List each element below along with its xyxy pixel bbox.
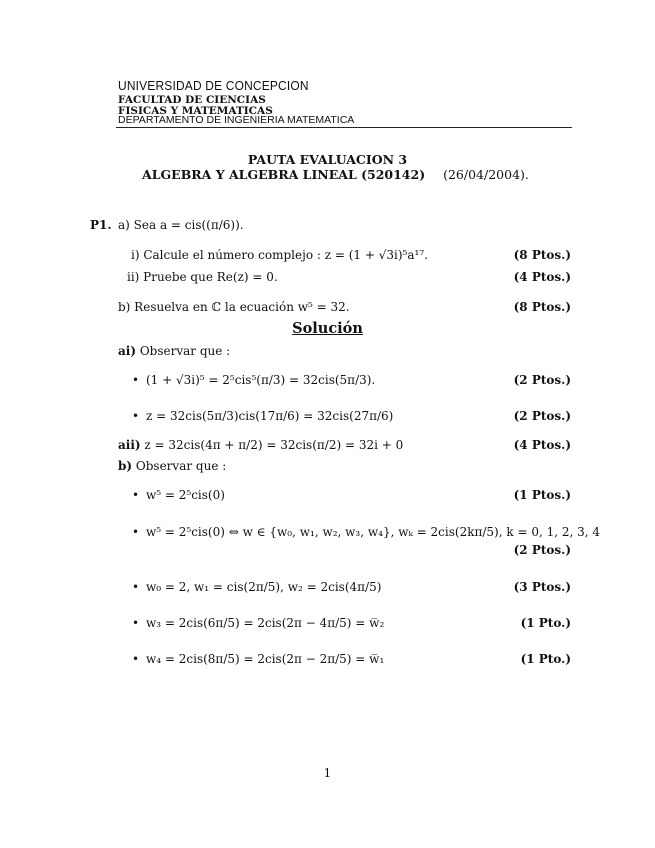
bullet-marker: • <box>132 373 140 387</box>
exam-title: PAUTA EVALUACION 3 <box>247 152 408 167</box>
solution-aii-text: z = 32cis(4π + π/2) = 32cis(π/2) = 32i + 0 <box>144 438 404 452</box>
faculty-line-1: FACULTAD DE CIENCIAS <box>118 94 266 106</box>
points-b-5: (1 Pto.) <box>520 652 571 666</box>
points-ai-1: (2 Ptos.) <box>513 373 571 387</box>
problem-part-b: b) Resuelva en ℂ la ecuación w⁵ = 32. <box>118 300 350 314</box>
points-b-4: (1 Pto.) <box>520 616 571 630</box>
bullet-marker: • <box>132 525 140 539</box>
solution-heading: Solución <box>292 320 363 337</box>
header-rule <box>116 127 572 128</box>
solution-b-bullet-5: w₄ = 2cis(8π/5) = 2cis(2π − 2π/5) = w̅₁ <box>146 652 385 666</box>
solution-ai-bullet-2: z = 32cis(5π/3)cis(17π/6) = 32cis(27π/6) <box>146 409 394 423</box>
solution-b-text: Observar que : <box>135 459 227 473</box>
solution-b-label: b) <box>118 459 133 473</box>
bullet-marker: • <box>132 580 140 594</box>
problem-part-a: a) Sea a = cis((π/6)). <box>118 218 244 232</box>
department-name: DEPARTAMENTO DE INGENIERIA MATEMATICA <box>118 114 355 126</box>
exam-date: (26/04/2004). <box>443 167 529 182</box>
solution-ai-row <box>118 344 230 358</box>
points-ai-2: (2 Ptos.) <box>513 409 571 423</box>
solution-aii-row <box>118 438 403 452</box>
course-title-row <box>142 167 529 182</box>
solution-b-bullet-4: w₃ = 2cis(6π/5) = 2cis(2π − 4π/5) = w̅₂ <box>146 616 385 630</box>
course-title: ALGEBRA Y ALGEBRA LINEAL (520142) <box>142 167 426 182</box>
points-a-ii: (4 Ptos.) <box>513 270 571 284</box>
problem-part-a-ii: ii) Pruebe que Re(z) = 0. <box>127 270 278 284</box>
points-b-1: (1 Ptos.) <box>513 488 571 502</box>
solution-ai-label: ai) <box>118 344 137 358</box>
bullet-marker: • <box>132 616 140 630</box>
points-aii: (4 Ptos.) <box>513 438 571 452</box>
points-b: (8 Ptos.) <box>513 300 571 314</box>
solution-b-row <box>118 459 226 473</box>
solution-b-bullet-2: w⁵ = 2⁵cis(0) ⇔ w ∈ {w₀, w₁, w₂, w₃, w₄}, wₖ = 2cis(2kπ/5), k = 0, 1, 2, 3, 4 <box>146 525 601 539</box>
faculty-line-2: FISICAS Y MATEMATICAS <box>118 105 273 117</box>
points-b-2: (2 Ptos.) <box>513 543 571 557</box>
problem-part-a-i: i) Calcule el número complejo : z = (1 + √3i)⁵a¹⁷. <box>131 248 428 262</box>
bullet-marker: • <box>132 488 140 502</box>
solution-aii-label: aii) <box>118 438 141 452</box>
points-b-3: (3 Ptos.) <box>513 580 571 594</box>
page-number: 1 <box>323 766 332 780</box>
solution-ai-bullet-1: (1 + √3i)⁵ = 2⁵cis⁵(π/3) = 32cis(5π/3). <box>146 373 376 387</box>
points-a-i: (8 Ptos.) <box>513 248 571 262</box>
university-name: UNIVERSIDAD DE CONCEPCION <box>118 78 309 93</box>
bullet-marker: • <box>132 652 140 666</box>
solution-ai-text: Observar que : <box>139 344 231 358</box>
bullet-marker: • <box>132 409 140 423</box>
problem-label: P1. <box>90 218 112 232</box>
solution-b-bullet-1: w⁵ = 2⁵cis(0) <box>146 488 225 502</box>
solution-b-bullet-3: w₀ = 2, w₁ = cis(2π/5), w₂ = 2cis(4π/5) <box>146 580 382 594</box>
